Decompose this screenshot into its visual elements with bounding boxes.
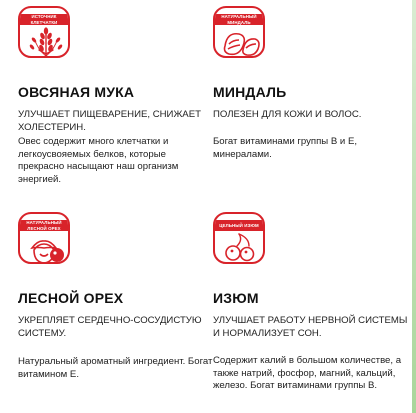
badge [213,212,265,264]
card-title: ИЗЮМ [213,290,259,306]
card-lead: УКРЕПЛЯЕТ СЕРДЕЧНО-СОСУДИСТУЮ СИСТЕМУ. [18,315,202,339]
badge [18,6,70,58]
card-description: Натуральный ароматный ингредиент. Богат витамином Е. [18,356,213,380]
card-lead: УЛУЧШАЕТ ПИЩЕВАРЕНИЕ, СНИЖАЕТ ХОЛЕСТЕРИН. [18,109,201,133]
card-description: Богат витаминами группы В и Е, минералами. [213,136,358,160]
badge [213,6,265,58]
card-title: ЛЕСНОЙ ОРЕХ [18,290,124,306]
card-description: Овес содержит много клетчатки и легкоусвояемых белков, которые прекрасно насыщают наш организм энергией. [18,136,179,185]
hazelnut-icon [20,230,70,264]
card-description: Содержит калий в большом количестве, а также натрий, фосфор, магний, кальций, железо. Богат витаминами группы В. [213,355,402,391]
raisin-icon [215,230,265,264]
oat-ear-icon [20,24,70,58]
card-lead: УЛУЧШАЕТ РАБОТУ НЕРВНОЙ СИСТЕМЫ И НОРМАЛИЗУЕТ СОН. [213,315,408,339]
badge [18,212,70,264]
badge-label: НАТУРАЛЬНЫЙ МИНДАЛЬ [213,14,265,25]
card-title: ОВСЯНАЯ МУКА [18,84,135,100]
card-title: МИНДАЛЬ [213,84,287,100]
badge-label: НАТУРАЛЬНЫЙ ЛЕСНОЙ ОРЕХ [18,220,70,231]
badge-label: ИСТОЧНИК КЛЕТЧАТКИ [18,14,70,25]
decorative-side-strip [412,0,416,413]
badge-label: ЦЕЛЬНЫЙ ИЗЮМ [213,220,265,231]
card-lead: ПОЛЕЗЕН ДЛЯ КОЖИ И ВОЛОС. [213,109,362,120]
almond-icon [215,24,265,58]
